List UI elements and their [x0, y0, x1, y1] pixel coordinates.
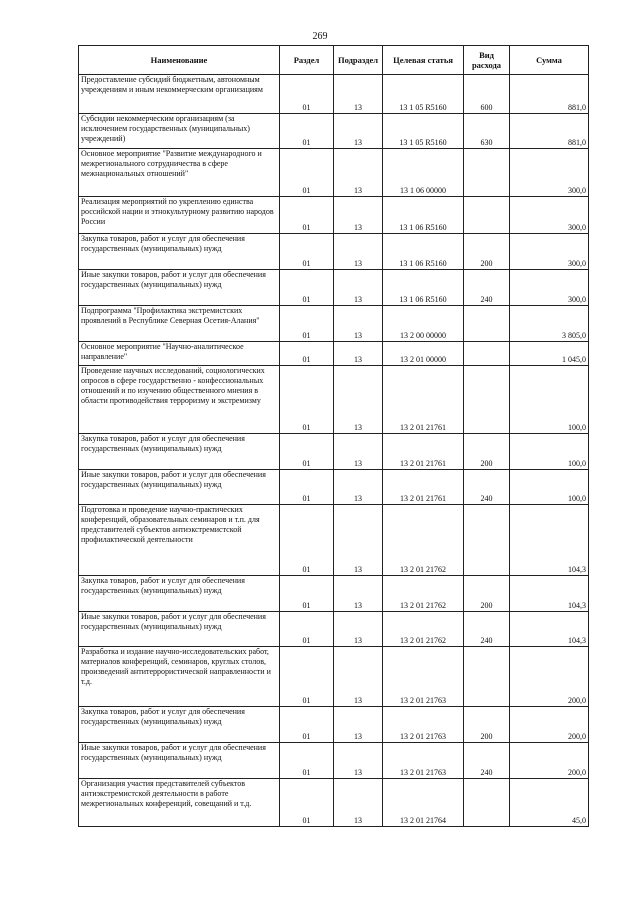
row-section: 01 — [280, 434, 334, 470]
row-subsection: 13 — [334, 612, 383, 647]
row-name: Подпрограмма "Профилактика экстремистских проявлений в Республике Северная Осетия-Алания" — [79, 306, 280, 342]
row-amount: 45,0 — [510, 779, 589, 827]
row-expense-type: 240 — [464, 470, 510, 505]
row-name: Основное мероприятие "Научно-аналитическое направление" — [79, 342, 280, 366]
row-target: 13 2 01 00000 — [383, 342, 464, 366]
row-target: 13 1 06 R5160 — [383, 234, 464, 270]
row-name: Закупка товаров, работ и услуг для обеспечения государственных (муниципальных) нужд — [79, 576, 280, 612]
table-header-row — [79, 46, 589, 75]
table-row — [79, 470, 589, 505]
row-section: 01 — [280, 779, 334, 827]
row-target: 13 2 01 21762 — [383, 505, 464, 576]
row-name: Иные закупки товаров, работ и услуг для обеспечения государственных (муниципальных) нужд — [79, 470, 280, 505]
row-name: Субсидии некоммерческим организациям (за исключением государственных (муниципальных) учреждений) — [79, 114, 280, 149]
row-target: 13 2 01 21761 — [383, 434, 464, 470]
table-row — [79, 75, 589, 114]
row-section: 01 — [280, 306, 334, 342]
row-name: Подготовка и проведение научно-практических конференций, образовательных семинаров и т.п. для представителей субъектов антиэкстремистской профилактической деятельности — [79, 505, 280, 576]
row-amount: 300,0 — [510, 149, 589, 197]
row-subsection: 13 — [334, 707, 383, 743]
row-name: Иные закупки товаров, работ и услуг для обеспечения государственных (муниципальных) нужд — [79, 743, 280, 779]
row-section: 01 — [280, 149, 334, 197]
table-row — [79, 197, 589, 234]
table-row — [79, 366, 589, 434]
row-subsection: 13 — [334, 197, 383, 234]
row-subsection: 13 — [334, 306, 383, 342]
header-name: Наименование — [79, 46, 280, 75]
row-section: 01 — [280, 270, 334, 306]
row-subsection: 13 — [334, 576, 383, 612]
row-target: 13 1 06 00000 — [383, 149, 464, 197]
row-section: 01 — [280, 612, 334, 647]
row-amount: 300,0 — [510, 270, 589, 306]
row-target: 13 2 00 00000 — [383, 306, 464, 342]
row-target: 13 2 01 21762 — [383, 612, 464, 647]
row-section: 01 — [280, 470, 334, 505]
row-amount: 100,0 — [510, 470, 589, 505]
row-subsection: 13 — [334, 434, 383, 470]
row-amount: 300,0 — [510, 234, 589, 270]
row-section: 01 — [280, 707, 334, 743]
row-subsection: 13 — [334, 647, 383, 707]
row-subsection: 13 — [334, 342, 383, 366]
row-section: 01 — [280, 114, 334, 149]
table-row — [79, 234, 589, 270]
header-target: Целевая статья — [383, 46, 464, 75]
row-expense-type — [464, 779, 510, 827]
row-target: 13 2 01 21763 — [383, 647, 464, 707]
row-name: Основное мероприятие "Развитие международного и межрегионального сотрудничества в сфере межнациональных отношений" — [79, 149, 280, 197]
row-expense-type: 200 — [464, 434, 510, 470]
table-row — [79, 707, 589, 743]
row-section: 01 — [280, 234, 334, 270]
table-row — [79, 306, 589, 342]
row-name: Реализация мероприятий по укреплению единства российской нации и этнокультурному развитию народов России — [79, 197, 280, 234]
row-subsection: 13 — [334, 114, 383, 149]
row-amount: 104,3 — [510, 576, 589, 612]
row-target: 13 2 01 21763 — [383, 707, 464, 743]
row-target: 13 1 06 R5160 — [383, 270, 464, 306]
row-target: 13 1 05 R5160 — [383, 114, 464, 149]
row-amount: 1 045,0 — [510, 342, 589, 366]
table-row — [79, 743, 589, 779]
table-row — [79, 149, 589, 197]
row-subsection: 13 — [334, 743, 383, 779]
row-section: 01 — [280, 743, 334, 779]
row-amount: 3 805,0 — [510, 306, 589, 342]
row-section: 01 — [280, 75, 334, 114]
row-name: Разработка и издание научно-исследовательских работ, материалов конференций, семинаров, круглых столов, произведений антитеррористической направленности и т.д. — [79, 647, 280, 707]
row-expense-type: 240 — [464, 743, 510, 779]
row-name: Проведение научных исследований, социологических опросов в сфере государственно - конфессиональных отношений и по изучению общественного мнения в области противодействия терроризму и экстремизму — [79, 366, 280, 434]
row-name: Закупка товаров, работ и услуг для обеспечения государственных (муниципальных) нужд — [79, 234, 280, 270]
row-section: 01 — [280, 647, 334, 707]
row-expense-type — [464, 366, 510, 434]
row-name: Закупка товаров, работ и услуг для обеспечения государственных (муниципальных) нужд — [79, 434, 280, 470]
row-section: 01 — [280, 576, 334, 612]
table-row — [79, 612, 589, 647]
table-row — [79, 270, 589, 306]
row-name: Иные закупки товаров, работ и услуг для обеспечения государственных (муниципальных) нужд — [79, 270, 280, 306]
row-amount: 100,0 — [510, 366, 589, 434]
row-amount: 200,0 — [510, 743, 589, 779]
row-target: 13 1 05 R5160 — [383, 75, 464, 114]
row-section: 01 — [280, 505, 334, 576]
row-amount: 300,0 — [510, 197, 589, 234]
row-amount: 881,0 — [510, 114, 589, 149]
header-expense-type: Вид расхода — [464, 46, 510, 75]
row-amount: 104,3 — [510, 505, 589, 576]
row-target: 13 2 01 21764 — [383, 779, 464, 827]
row-expense-type: 240 — [464, 270, 510, 306]
row-target: 13 2 01 21762 — [383, 576, 464, 612]
row-expense-type — [464, 647, 510, 707]
row-subsection: 13 — [334, 149, 383, 197]
row-expense-type: 240 — [464, 612, 510, 647]
table-row — [79, 114, 589, 149]
row-expense-type — [464, 505, 510, 576]
row-expense-type: 630 — [464, 114, 510, 149]
row-subsection: 13 — [334, 779, 383, 827]
row-subsection: 13 — [334, 505, 383, 576]
row-amount: 200,0 — [510, 647, 589, 707]
row-name: Закупка товаров, работ и услуг для обеспечения государственных (муниципальных) нужд — [79, 707, 280, 743]
row-expense-type: 200 — [464, 707, 510, 743]
table-row — [79, 647, 589, 707]
table-row — [79, 779, 589, 827]
row-expense-type: 200 — [464, 576, 510, 612]
row-expense-type — [464, 197, 510, 234]
row-expense-type: 600 — [464, 75, 510, 114]
page-number: 269 — [312, 31, 328, 42]
table-row — [79, 505, 589, 576]
row-expense-type — [464, 149, 510, 197]
row-amount: 881,0 — [510, 75, 589, 114]
row-amount: 200,0 — [510, 707, 589, 743]
row-target: 13 1 06 R5160 — [383, 197, 464, 234]
row-name: Организация участия представителей субъектов антиэкстремистской деятельности в работе межрегиональных конференций, совещаний и т.д. — [79, 779, 280, 827]
row-name: Предоставление субсидий бюджетным, автономным учреждениям и иным некоммерческим организациям — [79, 75, 280, 114]
row-name: Иные закупки товаров, работ и услуг для обеспечения государственных (муниципальных) нужд — [79, 612, 280, 647]
row-section: 01 — [280, 197, 334, 234]
table-row — [79, 576, 589, 612]
header-subsection: Подраздел — [334, 46, 383, 75]
row-expense-type — [464, 306, 510, 342]
row-subsection: 13 — [334, 270, 383, 306]
row-target: 13 2 01 21761 — [383, 366, 464, 434]
header-section: Раздел — [280, 46, 334, 75]
row-target: 13 2 01 21763 — [383, 743, 464, 779]
row-section: 01 — [280, 366, 334, 434]
row-subsection: 13 — [334, 75, 383, 114]
row-subsection: 13 — [334, 470, 383, 505]
row-subsection: 13 — [334, 366, 383, 434]
row-target: 13 2 01 21761 — [383, 470, 464, 505]
row-subsection: 13 — [334, 234, 383, 270]
budget-table — [78, 45, 589, 827]
row-section: 01 — [280, 342, 334, 366]
table-row — [79, 342, 589, 366]
row-expense-type — [464, 342, 510, 366]
row-amount: 100,0 — [510, 434, 589, 470]
table-row — [79, 434, 589, 470]
row-amount: 104,3 — [510, 612, 589, 647]
row-expense-type: 200 — [464, 234, 510, 270]
header-amount: Сумма — [510, 46, 589, 75]
